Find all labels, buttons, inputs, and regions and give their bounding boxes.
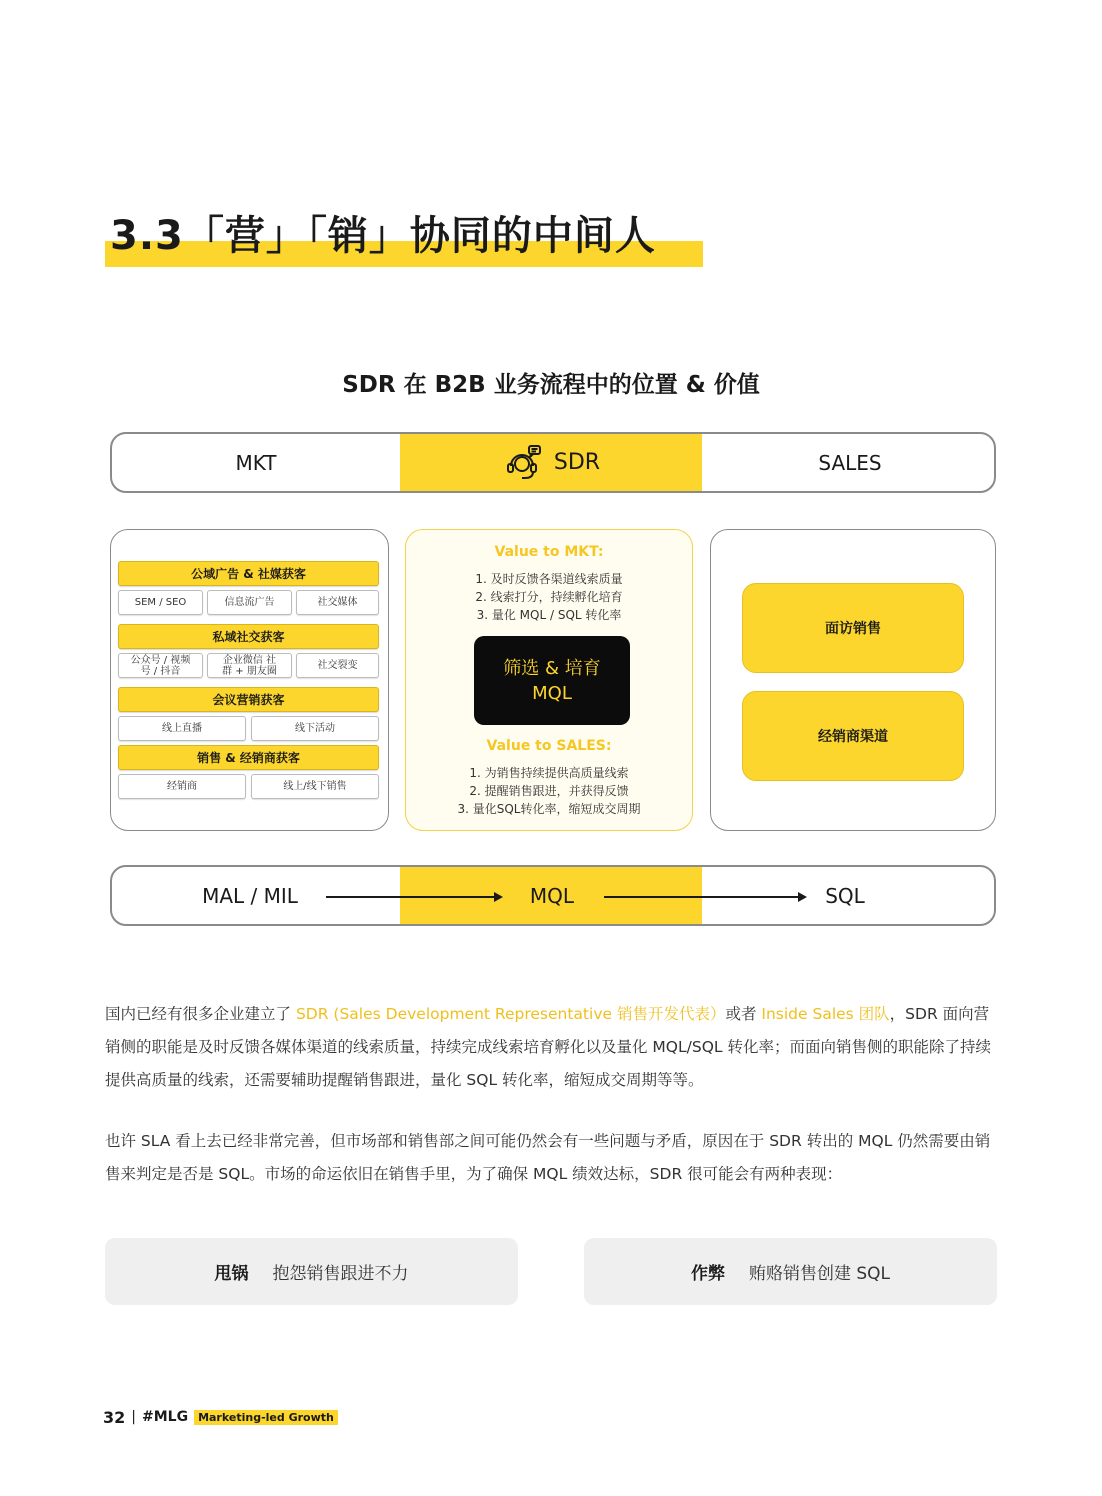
behavior-text: 抱怨销售跟进不力 <box>272 1264 409 1284</box>
role-bar <box>110 432 996 493</box>
value-mkt-item: 2. 线索打分，持续孵化培育 <box>475 590 623 604</box>
value-sales-heading: Value to SALES: <box>486 738 612 754</box>
section-title: 3.3「营」「销」协同的中间人 <box>110 213 656 259</box>
sales-channels-panel <box>710 529 996 831</box>
behavior-label: 甩锅 <box>214 1264 249 1284</box>
role-sales: SALES <box>818 450 882 475</box>
footer-tag: #MLG <box>141 1409 189 1425</box>
stage-mql: MQL <box>529 883 575 908</box>
behavior-card <box>105 1238 518 1305</box>
arrow-line <box>604 896 800 898</box>
channel-chip: 信息流广告 <box>207 590 292 615</box>
group-title: 公域广告 & 社媒获客 <box>118 561 379 586</box>
channel-chip: 线上直播 <box>118 716 246 741</box>
stage-mal: MAL / MIL <box>202 883 298 908</box>
headset-chat-icon <box>502 442 544 484</box>
role-sdr <box>400 434 702 491</box>
behavior-card <box>584 1238 997 1305</box>
sales-channel-visit: 面访销售 <box>742 583 964 673</box>
arrow-head <box>798 892 807 902</box>
body-paragraph-1 <box>105 998 998 1097</box>
sales-channel-dealer: 经销商渠道 <box>742 691 964 781</box>
diagram-title: SDR 在 B2B 业务流程中的位置 & 价值 <box>342 372 760 398</box>
footer-separator: | <box>131 1409 136 1425</box>
value-mkt-item: 3. 量化 MQL / SQL 转化率 <box>476 608 622 622</box>
mql-core-line1: 筛选 & 培育 <box>503 657 601 679</box>
behavior-text: 贿赂销售创建 SQL <box>748 1264 891 1284</box>
group-title: 会议营销获客 <box>118 687 379 712</box>
text-run: 或者 <box>725 1005 762 1023</box>
channel-chip: 线上/线下销售 <box>251 774 379 799</box>
text-run: 国内已经有很多企业建立了 <box>105 1005 296 1023</box>
text-run: ，SDR 面向营销侧的职能是及时反馈各媒体渠道的线索质量，持续完成线索培育孵化以及量化 MQL/SQL 转化率；而面向销售侧的职能除了持续提供高质量的线索，还需要辅助提醒销售跟进，量化 SQL 转化率，缩短成交周期等等。 <box>105 1005 991 1089</box>
channel-chip: 经销商 <box>118 774 246 799</box>
page-number: 32 <box>103 1407 126 1427</box>
group-title: 私域社交获客 <box>118 624 379 649</box>
arrow-head <box>494 892 503 902</box>
channel-chip: SEM / SEO <box>118 590 203 615</box>
value-mkt-item: 1. 及时反馈各渠道线索质量 <box>475 572 623 586</box>
stage-sql: SQL <box>825 883 865 908</box>
channel-chip: 公众号 / 视频号 / 抖音 <box>118 653 203 678</box>
arrow-line <box>326 896 496 898</box>
body-paragraph-2: 也许 SLA 看上去已经非常完善，但市场部和销售部之间可能仍然会有一些问题与矛盾，原因在于 SDR 转出的 MQL 仍然需要由销售来判定是否是 SQL。市场的命运依旧在销售手里，为了确保 MQL 绩效达标，SDR 很可能会有两种表现： <box>105 1132 991 1183</box>
value-mkt-heading: Value to MKT: <box>494 544 604 560</box>
group-title: 销售 & 经销商获客 <box>118 745 379 770</box>
highlight-sdr: SDR (Sales Development Representative 销售开发代表） <box>295 1005 726 1023</box>
value-sales-item: 1. 为销售持续提供高质量线索 <box>469 766 629 780</box>
channel-chip: 社交裂变 <box>296 653 379 678</box>
role-sdr-label: SDR <box>553 450 601 475</box>
footer-badge: Marketing-led Growth <box>194 1410 338 1425</box>
mql-core-line2: MQL <box>532 682 572 704</box>
lead-stage-bar <box>110 865 996 926</box>
mql-core-box <box>474 636 630 725</box>
highlight-inside-sales: Inside Sales 团队 <box>761 1005 890 1023</box>
channel-chip: 企业微信 社群 + 朋友圈 <box>207 653 292 678</box>
channel-chip: 线下活动 <box>251 716 379 741</box>
value-sales-item: 2. 提醒销售跟进，并获得反馈 <box>469 784 629 798</box>
page-footer <box>103 1405 338 1429</box>
value-sales-item: 3. 量化SQL转化率，缩短成交周期 <box>457 802 641 816</box>
role-mkt: MKT <box>235 450 277 475</box>
channel-chip: 社交媒体 <box>296 590 379 615</box>
behavior-label: 作弊 <box>690 1264 725 1284</box>
